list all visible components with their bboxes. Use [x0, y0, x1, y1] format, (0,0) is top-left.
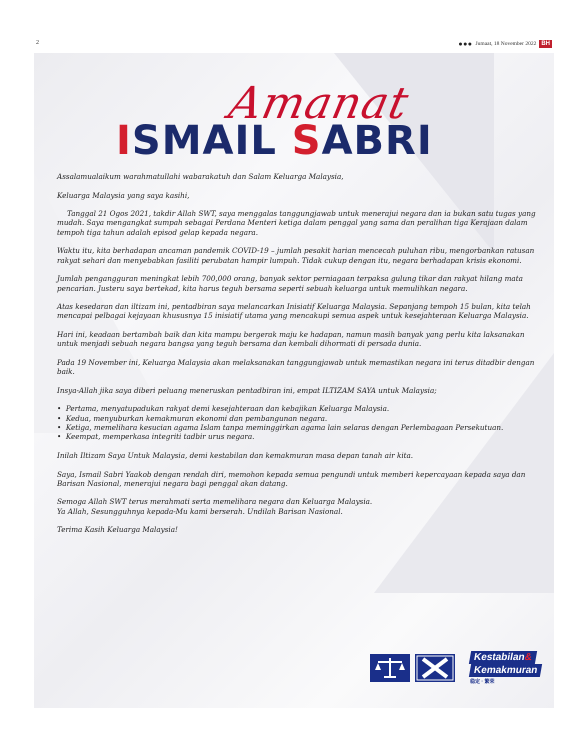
salutation: Keluarga Malaysia yang saya kasihi,: [57, 190, 190, 200]
x-mark-icon: [415, 654, 455, 682]
publication-badge: BH: [541, 41, 550, 47]
issue-date: Jumaat, 18 November 2022: [475, 41, 537, 47]
paragraph: Jumlah pengangguran meningkat lebih 700,000 orang, banyak sektor perniagaan terpaksa gulung tikar dan rakyat hilang mata pencarian. Justeru saya bertekad, kita harus teguh bersama seperti sebuah keluarga untuk memulihkan negara.: [57, 274, 523, 293]
headline-script-word: Amanat: [224, 78, 414, 129]
headline: [34, 78, 554, 168]
commitments-list: [57, 404, 539, 441]
campaign-logo: Kestabilan& Kemakmuran 稳定 · 繁荣: [470, 651, 541, 685]
dots-ornament: ●●●: [458, 40, 473, 48]
paragraph: Tanggal 21 Ogos 2021, takdir Allah SWT, saya menggalas tanggungjawab untuk menerajui negara dan ia bukan satu tugas yang mudah. Saya mengangkat sumpah sebagai Perdana Menteri ketiga dalam penggal yang sama dan peralihan tiga Kerajaan dalam tempoh tiga tahun adalah episod gelap kepada negara.: [57, 209, 536, 237]
greeting: Assalamualaikum warahmatullahi wabarakatuh dan Salam Keluarga Malaysia,: [57, 172, 344, 181]
headline-name: ISMAIL SABRI: [116, 118, 433, 164]
paragraph: Inilah Iltizam Saya Untuk Malaysia, demi kestabilan dan kemakmuran masa depan tanah air kita.: [57, 450, 414, 460]
campaign-subtitle: 稳定 · 繁荣: [470, 679, 495, 685]
logo-row: [370, 651, 541, 685]
signoff: Terima Kasih Keluarga Malaysia!: [57, 525, 178, 535]
paragraph: Insya-Allah jika saya diberi peluang meneruskan pentadbiran ini, empat ILTIZAM SAYA untuk Malaysia;: [57, 385, 437, 395]
list-item: • Kedua, menyuburkan kemakmuran ekonomi dan pembangunan negara.: [57, 414, 539, 423]
date-strip: [458, 40, 552, 48]
prayer: Semoga Allah SWT terus merahmati serta memelihara negara dan Keluarga Malaysia. Ya Allah, Sesungguhnya kepada-Mu kami berserah. Undilah Barisan Nasional.: [57, 497, 373, 516]
list-item: • Keempat, memperkasa integriti tadbir urus negara.: [57, 432, 539, 441]
paragraph: Pada 19 November ini, Keluarga Malaysia akan melaksanakan tanggungjawab untuk memastikan negara ini terus ditadbir dengan baik.: [57, 357, 535, 377]
page-header: [0, 0, 580, 54]
scales-icon: [370, 654, 410, 682]
page-number: 2: [36, 40, 39, 46]
paragraph: Saya, Ismail Sabri Yaakob dengan rendah diri, memohon kepada semua pengundi untuk memberi kepercayaan kepada saya dan Barisan Nasional, menerajui negara bagi penggal akan datang.: [57, 469, 526, 488]
paragraph: Waktu itu, kita berhadapan ancaman pandemik COVID-19 – jumlah pesakit harian mencecah puluhan ribu, mengorbankan ratusan rakyat sehari dan menyebabkan fasiliti perubatan hampir lumpuh. Tidak cukup dengan itu, negara berhadapan krisis ekonomi.: [57, 246, 535, 265]
paragraph: Atas kesedaran dan iltizam ini, pentadbiran saya melancarkan Inisiatif Keluarga Malaysia. Sepanjang tempoh 15 bulan, kita telah mencapai pelbagai kejayaan khususnya 15 inisiatif utama yang mencakupi semua aspek untuk kesejahteraan Keluarga Malaysia.: [57, 302, 531, 321]
list-item: • Pertama, menyatupadukan rakyat demi kesejahteraan dan kebajikan Keluarga Malaysia.: [57, 404, 539, 413]
list-item: • Ketiga, memelihara kesucian agama Islam tanpa meminggirkan agama lain selaras dengan Perlembagaan Persekutuan.: [57, 423, 539, 432]
paragraph: Hari ini, keadaan bertambah baik dan kita mampu bergerak maju ke hadapan, namun masih banyak yang perlu kita laksanakan untuk menjadi sebuah negara bangsa yang teguh bersama dan kembali dihormati di persada dunia.: [57, 330, 525, 349]
letter-body: [57, 172, 539, 544]
